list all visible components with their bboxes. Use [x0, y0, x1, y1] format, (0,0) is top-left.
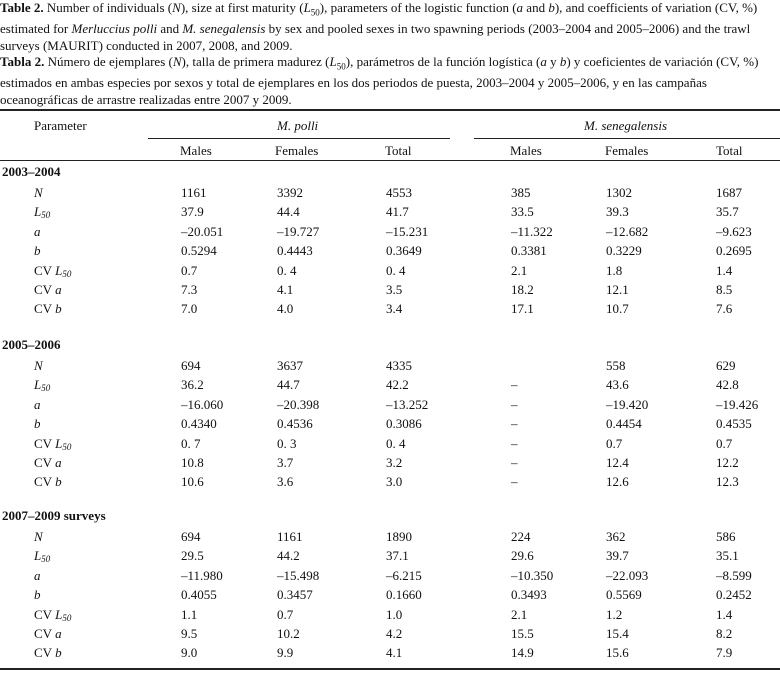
table-cell: –10.350: [511, 567, 554, 583]
table-cell: 3.4: [386, 301, 403, 317]
table-cell: 7.6: [716, 301, 733, 317]
table-cell: 9.5: [181, 626, 198, 641]
table-cell: 4.1: [277, 282, 294, 297]
subheader-males-senegalensis: Males: [510, 143, 542, 158]
table-cell: –19.426: [716, 396, 759, 412]
row-label: CV $L_{50}$: [34, 262, 72, 279]
table-cell: 18.2: [511, 282, 534, 297]
table-cell: 36.2: [181, 377, 204, 393]
table-cell: 12.1: [606, 282, 629, 297]
table-cell: 2.1: [511, 606, 528, 622]
subheader-females-polli: Females: [275, 143, 319, 158]
table-cell: 9.0: [181, 645, 198, 661]
table-cell: 4.1: [386, 645, 403, 661]
table-cell: 4.0: [277, 301, 294, 317]
table-cell: 0. 4: [386, 435, 406, 451]
table-cell: –12.682: [606, 223, 649, 239]
table-cell: 1.8: [606, 262, 623, 278]
row-label: CV a: [34, 626, 62, 641]
table-cell: 0. 7: [181, 435, 201, 451]
row-label: b: [34, 243, 41, 259]
table-cell: –8.599: [716, 567, 752, 583]
table-cell: 12.3: [716, 474, 739, 490]
table-cell: –22.093: [606, 567, 649, 583]
table-cell: –15.498: [277, 567, 320, 583]
table-cell: 0.4536: [277, 416, 313, 432]
table-cell: 586: [716, 529, 736, 544]
row-label: N: [34, 529, 43, 544]
table-cell: 3.7: [277, 455, 294, 470]
subheader-total-polli: Total: [385, 143, 412, 158]
table-cell: 0.4340: [181, 416, 217, 432]
table-cell: 44.7: [277, 377, 300, 393]
table-cell: 7.0: [181, 301, 198, 317]
table-cell: 12.6: [606, 474, 629, 490]
table-cell: 0.4535: [716, 416, 752, 432]
species-header-polli: M. polli: [277, 118, 319, 133]
row-label: N: [34, 358, 43, 373]
table-cell: 362: [606, 529, 626, 544]
section-title: 2005–2006: [2, 337, 61, 352]
table-cell: 0.4443: [277, 243, 313, 259]
row-label: CV b: [34, 474, 62, 490]
table-top-rule: [0, 109, 780, 111]
table-cell: 1687: [716, 185, 742, 200]
table-cell: –: [511, 396, 518, 412]
table-cell: 37.9: [181, 204, 204, 220]
table-cell: –6.215: [386, 567, 422, 583]
table-cell: 10.7: [606, 301, 629, 317]
table-cell: 0.5569: [606, 587, 642, 603]
table-cell: –: [511, 435, 518, 451]
table-cell: 15.5: [511, 626, 534, 641]
table-cell: –20.398: [277, 396, 320, 412]
table-cell: 1.4: [716, 606, 733, 622]
table-cell: 1.0: [386, 606, 403, 622]
table-cell: 4335: [386, 358, 412, 373]
table-cell: –: [511, 455, 518, 470]
section-title: 2007–2009 surveys: [2, 508, 106, 523]
table-bottom-rule: [0, 668, 780, 670]
caption-english: Table 2. Number of individuals (N), size at first maturity $(L_{50})$, parameters of the logistic function (a and b), and coefficients of variation (CV, %) estimated for Merluccius polli and M. senegalensis by sex and pooled sexes in two spawning periods (2003–2004 and 2005–2006) and the trawl surveys (MAURIT) conducted in 2007, 2008, and 2009.: [0, 0, 758, 53]
row-label: CV b: [34, 645, 62, 661]
table-cell: 1890: [386, 529, 412, 544]
table-cell: 0.3086: [386, 416, 422, 432]
row-label: $L_{50}$: [34, 548, 51, 565]
table-cell: 0.1660: [386, 587, 422, 603]
table-cell: –19.420: [606, 396, 649, 412]
table-cell: –13.252: [386, 396, 429, 412]
table-cell: 0.5294: [181, 243, 217, 259]
table-cell: –16.060: [181, 396, 224, 412]
table-cell: 29.6: [511, 548, 534, 564]
table-cell: 8.5: [716, 282, 733, 297]
table-cell: 9.9: [277, 645, 294, 661]
table-cell: 41.7: [386, 204, 409, 220]
table-cell: 15.6: [606, 645, 629, 661]
table-cell: 0.7: [181, 262, 198, 278]
row-label: N: [34, 185, 43, 200]
table-cell: 39.7: [606, 548, 629, 564]
row-label: a: [34, 396, 41, 412]
table-cell: –: [511, 474, 518, 490]
table-cell: 37.1: [386, 548, 409, 564]
table-cell: –: [511, 377, 518, 393]
table-cell: –20.051: [181, 223, 224, 239]
row-label: CV $L_{50}$: [34, 435, 72, 452]
table-cell: 0.4055: [181, 587, 217, 603]
table-cell: 385: [511, 185, 531, 200]
table-cell: 3.6: [277, 474, 294, 490]
table-cell: 43.6: [606, 377, 629, 393]
table-cell: 1.4: [716, 262, 733, 278]
header-bottom-rule: [0, 160, 780, 161]
table-cell: –: [511, 416, 518, 432]
table-cell: 558: [606, 358, 626, 373]
table-cell: 12.4: [606, 455, 629, 470]
table-cell: 3637: [277, 358, 303, 373]
table-cell: 35.1: [716, 548, 739, 564]
table-cell: 39.3: [606, 204, 629, 220]
caption-spanish: Tabla 2. Número de ejemplares (N), talla de primera madurez $(L_{50})$, parámetros de la función logística (a y b) y coeficientes de variación (CV, %) estimados en ambas especies por sexos y total de ejemplares en los dos periodos de puesta, 2003–2004 y 2005–2006, y en las campañas oceanográficas de arrastre realizadas entre 2007 y 2009.: [0, 54, 759, 107]
table-cell: 7.3: [181, 282, 198, 297]
table-cell: 629: [716, 358, 736, 373]
table-cell: 0.3649: [386, 243, 422, 259]
table-cell: 3.5: [386, 282, 403, 297]
table-cell: 3.2: [386, 455, 403, 470]
table-cell: –11.322: [511, 223, 553, 239]
table-cell: 1302: [606, 185, 632, 200]
table-cell: –15.231: [386, 223, 429, 239]
row-label: CV a: [34, 282, 62, 297]
table-cell: 3.0: [386, 474, 403, 490]
row-label: CV b: [34, 301, 62, 317]
table-cell: 0.7: [606, 435, 623, 451]
table-cell: 42.8: [716, 377, 739, 393]
table-cell: 42.2: [386, 377, 409, 393]
table-cell: 8.2: [716, 626, 733, 641]
table-cell: 694: [181, 358, 201, 373]
row-label: a: [34, 223, 41, 239]
table-cell: 44.2: [277, 548, 300, 564]
table-cell: 4553: [386, 185, 412, 200]
subheader-total-senegalensis: Total: [716, 143, 743, 158]
subheader-males-polli: Males: [180, 143, 212, 158]
table-cell: 0. 3: [277, 435, 297, 451]
table-cell: 7.9: [716, 645, 733, 661]
table-cell: 0.2452: [716, 587, 752, 603]
table-cell: 10.6: [181, 474, 204, 490]
section-title: 2003–2004: [2, 164, 61, 179]
table-cell: 33.5: [511, 204, 534, 220]
species-header-senegalensis: M. senegalensis: [584, 118, 668, 133]
subheader-females-senegalensis: Females: [605, 143, 649, 158]
table-cell: 1161: [277, 529, 303, 544]
table-cell: 15.4: [606, 626, 629, 641]
table-cell: 0.2695: [716, 243, 752, 259]
table-cell: –9.623: [716, 223, 752, 239]
table-cell: 694: [181, 529, 201, 544]
table-cell: 0.7: [716, 435, 733, 451]
table-cell: 35.7: [716, 204, 739, 220]
table-cell: 3392: [277, 185, 303, 200]
table-cell: 2.1: [511, 262, 528, 278]
table-cell: –11.980: [181, 567, 223, 583]
table-cell: 10.8: [181, 455, 204, 470]
table-cell: 29.5: [181, 548, 204, 564]
table-cell: 0.3229: [606, 243, 642, 259]
species-rule-polli: [148, 138, 450, 139]
table-cell: 0.3381: [511, 243, 547, 259]
table-cell: 0. 4: [277, 262, 297, 278]
row-label: $L_{50}$: [34, 204, 51, 221]
table-cell: 17.1: [511, 301, 534, 317]
row-label: b: [34, 587, 41, 603]
row-label: CV a: [34, 455, 62, 470]
table-cell: 44.4: [277, 204, 300, 220]
row-label: b: [34, 416, 41, 432]
table-cell: 0.3457: [277, 587, 313, 603]
table-cell: 0.3493: [511, 587, 547, 603]
table-cell: 4.2: [386, 626, 403, 641]
table-cell: 1.2: [606, 606, 623, 622]
row-label: $L_{50}$: [34, 377, 51, 394]
table-cell: 14.9: [511, 645, 534, 661]
table-cell: 0.7: [277, 606, 294, 622]
table-cell: 12.2: [716, 455, 739, 470]
table-cell: 224: [511, 529, 531, 544]
table-caption: [0, 0, 780, 108]
table-cell: 0. 4: [386, 262, 406, 278]
species-rule-senegalensis: [474, 138, 780, 139]
table-cell: –19.727: [277, 223, 320, 239]
table-cell: 10.2: [277, 626, 300, 641]
table-cell: 1.1: [181, 606, 198, 622]
table-cell: 1161: [181, 185, 207, 200]
row-label: CV $L_{50}$: [34, 606, 72, 623]
row-label: a: [34, 567, 41, 583]
table-cell: 0.4454: [606, 416, 642, 432]
parameter-header: Parameter: [34, 118, 87, 133]
